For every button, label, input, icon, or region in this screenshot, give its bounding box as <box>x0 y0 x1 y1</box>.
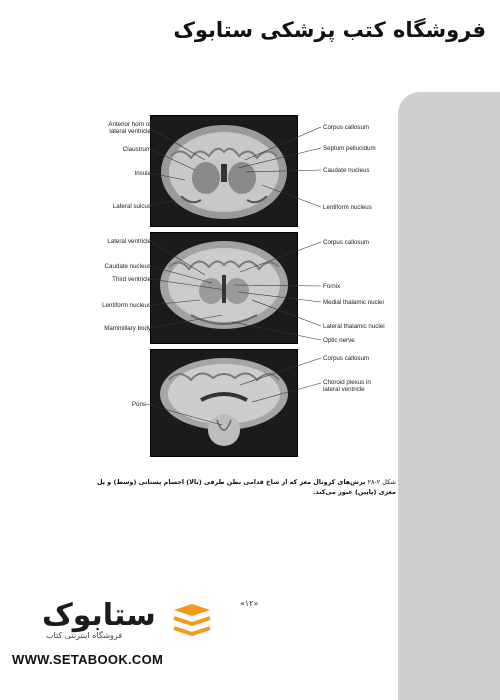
label-insula: Insula <box>134 170 151 177</box>
label-septum-pellucidum: Septum pellucidum <box>323 145 376 152</box>
label-choroid-plexus: Choroid plexus in lateral ventricle <box>323 379 371 393</box>
brain-section-top <box>150 115 298 227</box>
brain-section-middle <box>150 232 298 344</box>
label-pons: Pons <box>131 401 146 408</box>
brain-section-middle-image <box>151 233 297 343</box>
label-mammillary-body: Mammillary body <box>104 325 151 332</box>
label-caudate-nucleus-1: Caudate nucleus <box>323 167 370 174</box>
brain-section-bottom <box>150 349 298 457</box>
brain-section-top-image <box>151 116 297 226</box>
label-corpus-callosum-2: Corpus callosum <box>323 239 370 246</box>
label-fornix: Fornix <box>323 283 341 290</box>
logo-name: ستابوک <box>42 598 156 633</box>
book-stack-icon <box>170 602 214 638</box>
label-medial-thalamic-nuclei: Medial thalamic nuclei <box>323 299 384 306</box>
label-third-ventricle: Third ventricle <box>112 276 151 283</box>
label-anterior-horn: Anterior horn of lateral ventricle <box>108 121 151 135</box>
label-lentiform-nucleus-1: Lentiform nucleus <box>323 204 372 211</box>
figure-number: شکل ۲-۲۸ <box>367 478 396 486</box>
caption-text: برش‌های کرونال مغز که از شاخ قدامی بطن طرفی (بالا) اجسام پستانی (وسط) و پل مغزی (پایین) عبور می‌کند. <box>96 478 396 496</box>
side-decoration-bar <box>398 92 500 700</box>
setabook-logo <box>40 598 210 648</box>
label-lentiform-nucleus-2: Lentiform nucleus <box>102 302 151 309</box>
figure-caption <box>86 477 396 497</box>
label-caudate-nucleus-2: Caudate nucleus <box>104 263 151 270</box>
label-optic-nerve: Optic nerve <box>323 337 355 344</box>
logo-subtitle: فروشگاه اینترنتی کتاب <box>46 631 123 640</box>
page-number: «۱۲» <box>240 599 259 608</box>
label-claustrum: Claustrum <box>122 146 151 153</box>
brain-section-bottom-image <box>151 350 297 456</box>
label-lateral-thalamic-nuclei: Lateral thalamic nuclei <box>323 323 385 330</box>
website-url[interactable]: WWW.SETABOOK.COM <box>12 652 164 667</box>
label-lateral-ventricle: Lateral ventricle <box>107 238 151 245</box>
label-lateral-sulcus: Lateral sulcus <box>112 203 151 210</box>
page-header-title: فروشگاه کتب پزشکی ستابوک <box>173 18 486 42</box>
label-corpus-callosum-1: Corpus callosum <box>323 124 370 131</box>
label-corpus-callosum-3: Corpus callosum <box>323 355 370 362</box>
